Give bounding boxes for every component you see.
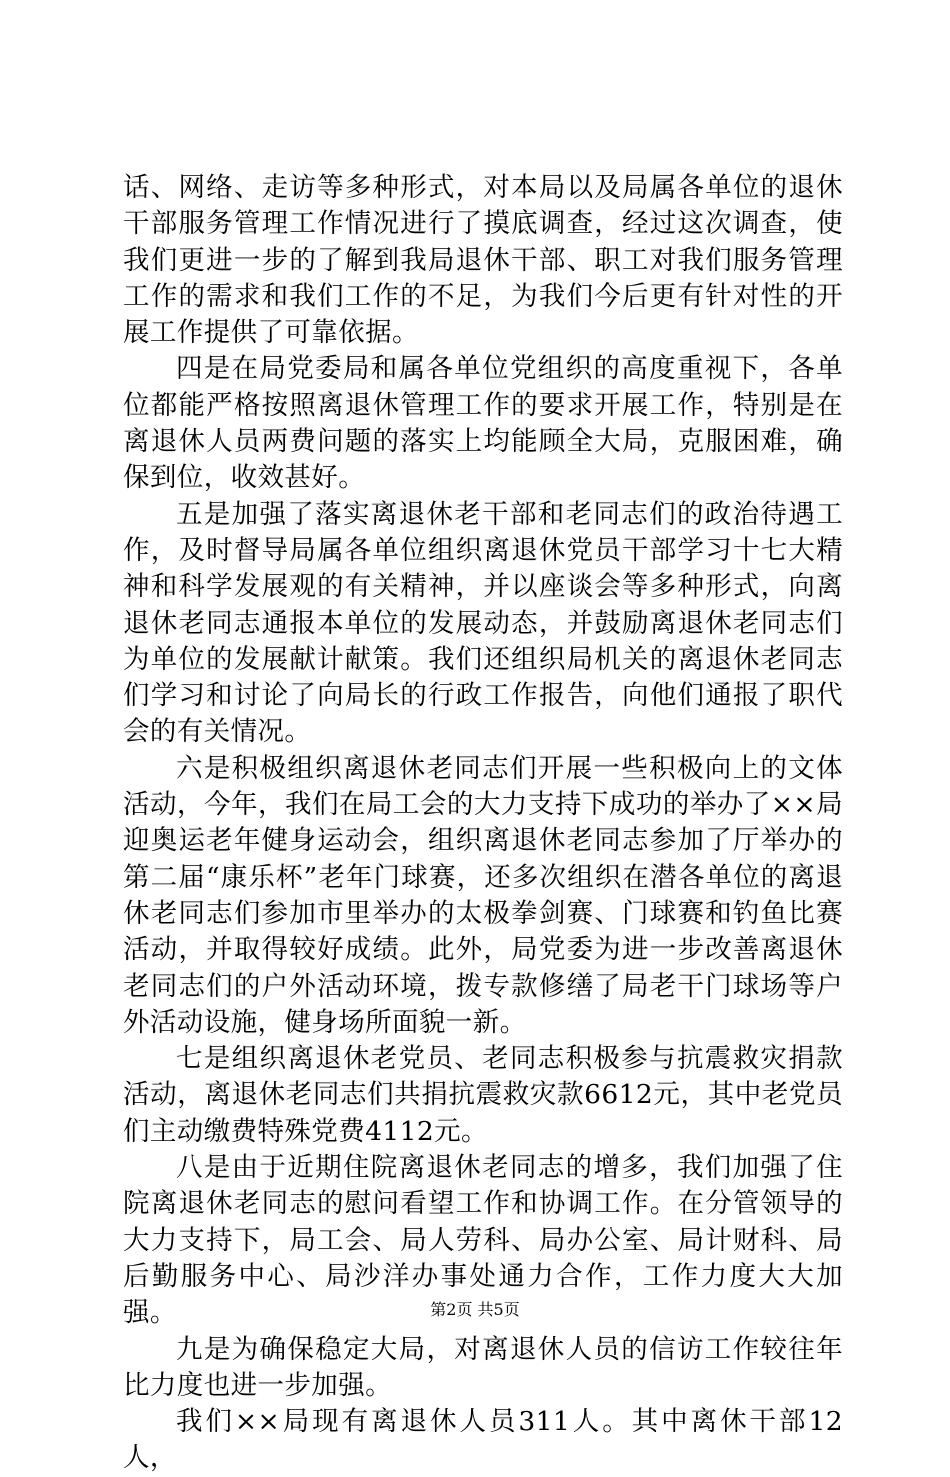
paragraph: 八是由于近期住院离退休老同志的增多，我们加强了住院离退休老同志的慰问看望工作和协调工作。在分管领导的大力支持下，局工会、局人劳科、局办公室、局计财科、局后勤服务中心、局沙洋办事处通力合作，工作力度大大加强。 — [123, 1152, 843, 1329]
paragraph: 四是在局党委局和属各单位党组织的高度重视下，各单位都能严格按照离退休管理工作的要求开展工作，特别是在离退休人员两费问题的落实上均能顾全大局，克服困难，确保到位，收效甚好。 — [123, 353, 843, 494]
document-body — [123, 170, 843, 1477]
paragraph: 七是组织离退休老党员、老同志积极参与抗震救灾捐款活动，离退休老同志们共捐抗震救灾款6612元，其中老党员们主动缴费特殊党费4112元。 — [123, 1043, 843, 1147]
page-number-label: 第2页 共5页 — [430, 1300, 520, 1319]
paragraph: 我们××局现有离退休人员311人。其中离休干部12人， — [123, 1406, 843, 1474]
page-footer — [0, 1297, 950, 1320]
paragraph: 话、网络、走访等多种形式，对本局以及局属各单位的退休干部服务管理工作情况进行了摸底调查，经过这次调查，使我们更进一步的了解到我局退休干部、职工对我们服务管理工作的需求和我们工作的不足，为我们今后更有针对性的开展工作提供了可靠依据。 — [123, 172, 843, 349]
paragraph: 六是积极组织离退休老同志们开展一些积极向上的文体活动，今年，我们在局工会的大力支持下成功的举办了××局迎奥运老年健身运动会，组织离退休老同志参加了厅举办的第二届“康乐杯”老年门球赛，还多次组织在潜各单位的离退休老同志们参加市里举办的太极拳剑赛、门球赛和钓鱼比赛活动，并取得较好成绩。此外，局党委为进一步改善离退休老同志们的户外活动环境，拨专款修缮了局老干门球场等户外活动设施，健身场所面貌一新。 — [123, 752, 843, 1038]
paragraph: 五是加强了落实离退休老干部和老同志们的政治待遇工作，及时督导局属各单位组织离退休党员干部学习十七大精神和科学发展观的有关精神，并以座谈会等多种形式，向离退休老同志通报本单位的发展动态，并鼓励离退休老同志们为单位的发展献计献策。我们还组织局机关的离退休老同志们学习和讨论了向局长的行政工作报告，向他们通报了职代会的有关情况。 — [123, 498, 843, 748]
paragraph: 九是为确保稳定大局，对离退休人员的信访工作较往年比力度也进一步加强。 — [123, 1333, 843, 1401]
